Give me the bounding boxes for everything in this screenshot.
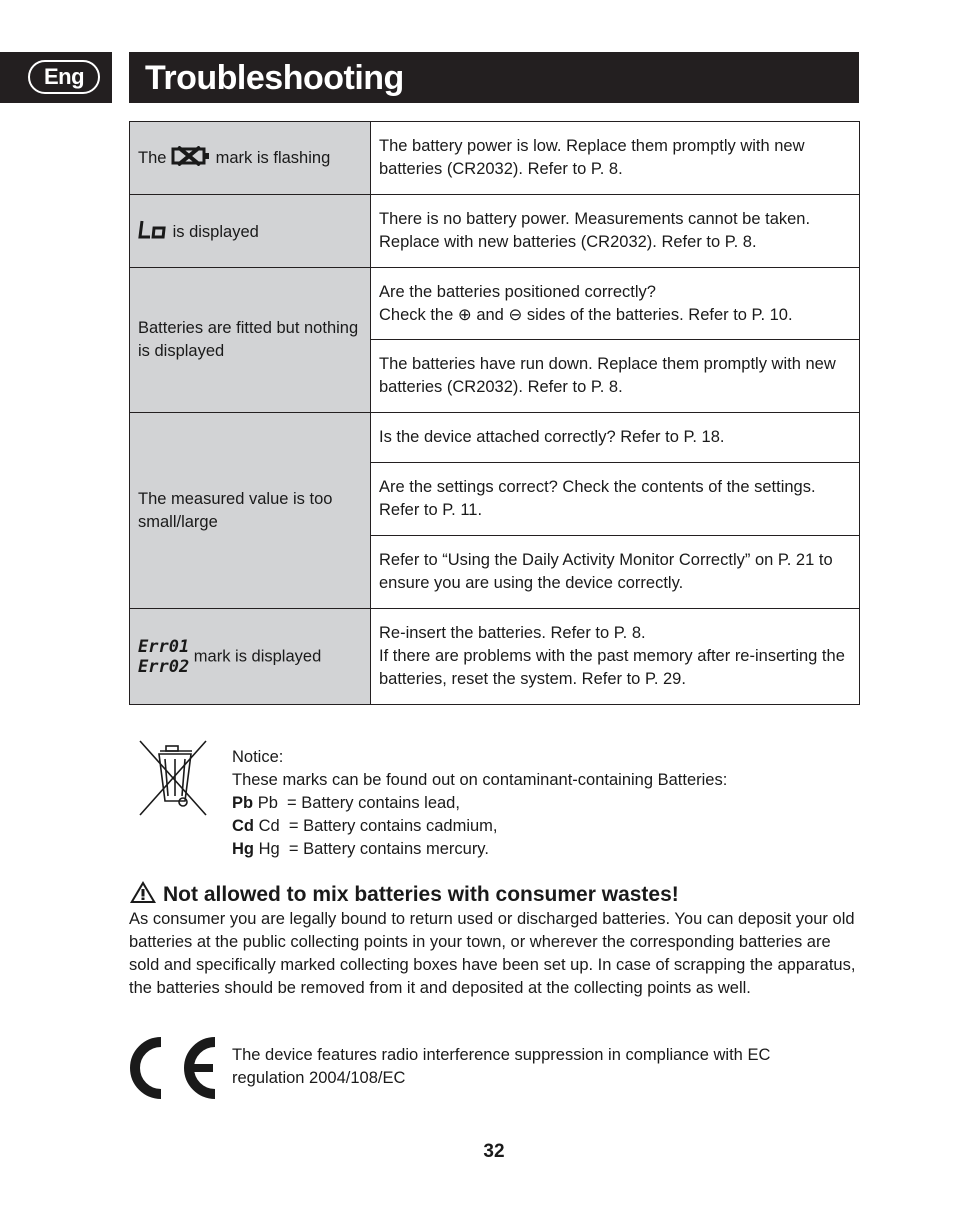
remedy-cell: Are the batteries positioned correctly? Check the ⊕ and ⊖ sides of the batteries. Refer to P. 10. bbox=[371, 268, 860, 340]
table-row bbox=[130, 122, 860, 195]
warning-heading: Not allowed to mix batteries with consumer wastes! bbox=[129, 880, 859, 909]
warning-triangle-icon bbox=[129, 880, 157, 904]
crossed-out-bin-icon bbox=[136, 739, 210, 817]
notice-item: Hg Hg = Battery contains mercury. bbox=[232, 840, 489, 858]
warning-body: As consumer you are legally bound to return used or discharged batteries. You can deposit your old batteries at the public collecting points in your town, or wherever the corresponding batteries are sold and specifically marked collecting boxes have been set up. In case of scrapping the apparatus, the batteries should be removed from it and deposited at the collecting points as well. bbox=[129, 910, 856, 997]
troubleshooting-table bbox=[129, 121, 860, 705]
language-tag: Eng bbox=[28, 60, 100, 94]
notice-intro: These marks can be found out on contaminant-containing Batteries: bbox=[232, 771, 728, 789]
table-row bbox=[130, 195, 860, 268]
table-row bbox=[130, 268, 860, 340]
ce-mark-icon bbox=[127, 1035, 221, 1101]
remedy-cell: Are the settings correct? Check the contents of the settings. Refer to P. 11. bbox=[371, 463, 860, 536]
page-title: Troubleshooting bbox=[145, 59, 404, 97]
minus-symbol: ⊖ bbox=[508, 305, 523, 324]
remedy-cell: The battery power is low. Replace them promptly with new batteries (CR2032). Refer to P. 8. bbox=[371, 122, 860, 195]
remedy-cell: Is the device attached correctly? Refer to P. 18. bbox=[371, 413, 860, 463]
ce-compliance-text: The device features radio interference suppression in compliance with EC regulation 2004/108/EC bbox=[232, 1046, 771, 1087]
plus-symbol: ⊕ bbox=[457, 305, 472, 324]
remedy-cell: There is no battery power. Measurements cannot be taken. Replace with new batteries (CR2032). Refer to P. 8. bbox=[371, 195, 860, 268]
notice-item: Pb Pb = Battery contains lead, bbox=[232, 794, 460, 812]
title-bar bbox=[129, 52, 859, 103]
remedy-cell: The batteries have run down. Replace them promptly with new batteries (CR2032). Refer to P. 8. bbox=[371, 340, 860, 413]
notice-label: Notice: bbox=[232, 748, 284, 766]
error-code: Err01 bbox=[138, 636, 190, 657]
notice-block bbox=[232, 746, 832, 861]
language-tab bbox=[0, 52, 112, 103]
symptom-cell: is displayed bbox=[130, 195, 371, 268]
error-codes bbox=[138, 637, 189, 677]
symptom-cell: The measured value is too small/large bbox=[130, 413, 371, 609]
page-number: 32 bbox=[483, 1141, 505, 1162]
lo-display-icon bbox=[138, 219, 168, 241]
symptom-cell: The mark is flashing bbox=[130, 122, 371, 195]
battery-warning-icon bbox=[171, 146, 211, 166]
symptom-cell: Batteries are fitted but nothing is displayed bbox=[130, 268, 371, 413]
error-code: Err02 bbox=[138, 656, 190, 677]
remedy-cell: Re-insert the batteries. Refer to P. 8. If there are problems with the past memory after re-inserting the batteries, reset the system. Refer to P. 29. bbox=[371, 609, 860, 705]
notice-item: Cd Cd = Battery contains cadmium, bbox=[232, 817, 498, 835]
remedy-cell: Refer to “Using the Daily Activity Monitor Correctly” on P. 21 to ensure you are using the device correctly. bbox=[371, 536, 860, 609]
symptom-cell: Err01 Err02 mark is displayed bbox=[130, 609, 371, 705]
table-row bbox=[130, 609, 860, 705]
table-row bbox=[130, 413, 860, 463]
